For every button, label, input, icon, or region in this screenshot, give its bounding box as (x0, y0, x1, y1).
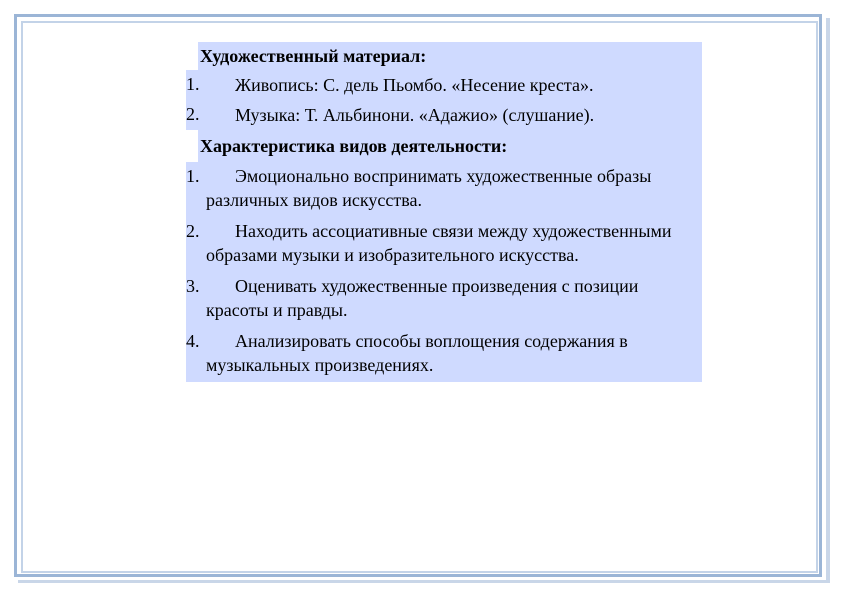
list-item (186, 217, 702, 272)
item-number: 4. (186, 331, 200, 351)
item-text-rest: образы различных видов искусства. (206, 166, 652, 210)
item-number: 1. (186, 74, 200, 94)
list-item (186, 70, 702, 100)
heading-activity-types: Характеристика видов деятельности: (198, 130, 702, 162)
content-block (186, 42, 702, 382)
frame-shadow-right (826, 18, 830, 581)
item-text: Музыка: Т. Альбинони. «Адажио» (слушание). (235, 105, 595, 125)
item-text-rest: художественными образами музыки и изобразительного искусства. (206, 221, 672, 265)
item-text: Живопись: С. дель Пьомбо. «Несение креста». (235, 75, 594, 95)
item-number: 3. (186, 276, 200, 296)
list-item (186, 162, 702, 217)
heading-art-material: Художественный материал: (198, 42, 702, 70)
list-item (186, 272, 702, 327)
item-number: 1. (186, 166, 200, 186)
frame-shadow-bottom (18, 580, 830, 583)
item-text-first-line: Оценивать художественные произведения с (235, 276, 570, 296)
list-item (186, 100, 702, 130)
item-text-first-line: Анализировать способы воплощения содержания (235, 331, 615, 351)
item-number: 2. (186, 221, 200, 241)
item-text-rest: позиции красоты и правды. (206, 276, 639, 320)
activity-list (186, 162, 702, 382)
material-list (186, 70, 702, 130)
item-text-rest: в музыкальных произведениях. (206, 331, 628, 375)
item-text-first-line: Эмоционально воспринимать художественные (235, 166, 593, 186)
list-item (186, 327, 702, 382)
item-text-first-line: Находить ассоциативные связи между (235, 221, 528, 241)
item-number: 2. (186, 104, 200, 124)
